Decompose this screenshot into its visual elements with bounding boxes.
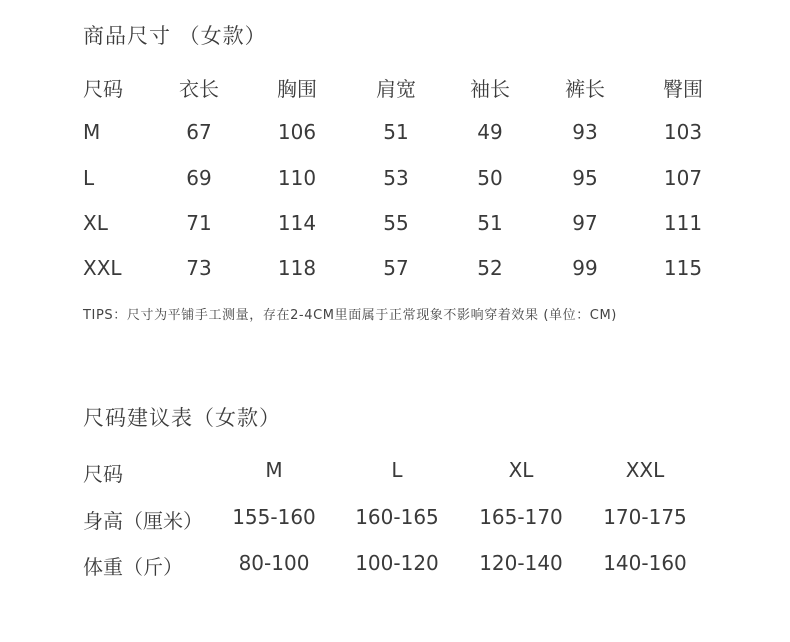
- table-cell: 99: [572, 256, 598, 280]
- table-cell: XL: [83, 211, 108, 235]
- header-cell: L: [391, 458, 403, 482]
- table-cell: 身高（厘米）: [83, 509, 203, 533]
- table-cell: 115: [663, 256, 703, 280]
- table-cell: 106: [277, 120, 317, 144]
- table-cell: 110: [277, 166, 317, 190]
- header-cell: XL: [508, 458, 534, 482]
- table-cell: 51: [477, 211, 503, 235]
- table-cell: 97: [572, 211, 598, 235]
- table-cell: 57: [383, 256, 409, 280]
- table-cell: 69: [186, 166, 212, 190]
- header-cell: 胸围: [277, 77, 317, 101]
- table-cell: 51: [383, 120, 409, 144]
- table-cell: 118: [277, 256, 317, 280]
- table-cell: 71: [186, 211, 212, 235]
- table-cell: 53: [383, 166, 409, 190]
- size-table-title: 商品尺寸 （女款）: [83, 24, 267, 48]
- table-cell: 103: [663, 120, 703, 144]
- recommend-table-title: 尺码建议表（女款）: [83, 406, 281, 430]
- table-cell: 155-160: [232, 505, 316, 529]
- header-cell: 衣长: [179, 77, 219, 101]
- table-cell: 107: [663, 166, 703, 190]
- header-cell: 臀围: [663, 77, 703, 101]
- header-cell: XXL: [625, 458, 665, 482]
- size-table-tips: TIPS：尺寸为平铺手工测量，存在2-4CM里面属于正常现象不影响穿着效果 (单位：CM): [83, 308, 617, 323]
- table-cell: 67: [186, 120, 212, 144]
- table-cell: 100-120: [355, 551, 439, 575]
- table-cell: 95: [572, 166, 598, 190]
- table-cell: 160-165: [355, 505, 439, 529]
- table-cell: L: [83, 166, 95, 190]
- table-cell: 体重（斤）: [83, 555, 183, 579]
- table-cell: 111: [663, 211, 703, 235]
- table-cell: 165-170: [479, 505, 563, 529]
- table-cell: M: [83, 120, 101, 144]
- table-cell: 170-175: [603, 505, 687, 529]
- header-cell: 尺码: [83, 77, 123, 101]
- table-cell: 73: [186, 256, 212, 280]
- table-cell: 140-160: [603, 551, 687, 575]
- table-cell: 49: [477, 120, 503, 144]
- table-cell: 50: [477, 166, 503, 190]
- table-cell: 120-140: [479, 551, 563, 575]
- table-cell: 52: [477, 256, 503, 280]
- table-cell: 114: [277, 211, 317, 235]
- table-cell: 80-100: [238, 551, 310, 575]
- header-cell: 裤长: [565, 77, 605, 101]
- table-cell: 93: [572, 120, 598, 144]
- header-cell: 尺码: [83, 462, 123, 486]
- header-cell: 袖长: [470, 77, 510, 101]
- table-cell: 55: [383, 211, 409, 235]
- header-cell: M: [265, 458, 283, 482]
- table-cell: XXL: [83, 256, 122, 280]
- header-cell: 肩宽: [376, 77, 416, 101]
